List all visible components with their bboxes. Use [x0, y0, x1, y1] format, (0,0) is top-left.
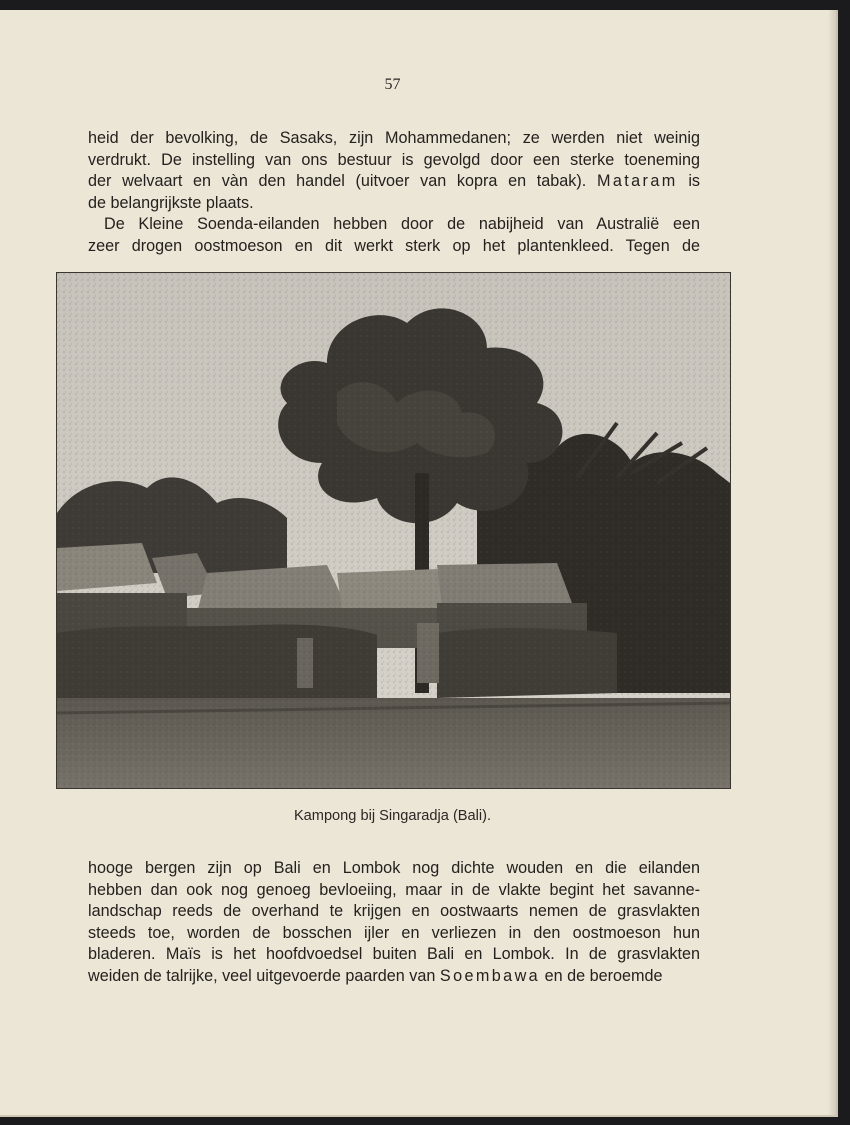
paragraph-top [88, 128, 700, 257]
text-line: bladeren. Maïs is het hoofdvoedsel buiten Bali en Lombok. In de grasvlakten [88, 945, 700, 963]
text-line: verdrukt. De instelling van ons bestuur is gevolgd door een sterke toeneming [88, 150, 700, 169]
text-line: De Kleine Soenda-eilanden hebben door de nabijheid van Australië een [104, 215, 700, 233]
text-line: de belangrijkste plaats. [88, 193, 254, 212]
text-segment: is [688, 172, 701, 190]
text-line: heid der bevolking, de Sasaks, zijn Mohammedanen; ze werden niet weinig [88, 129, 700, 147]
place-name-soembawa: Soembawa [439, 966, 541, 985]
page-number: 57 [384, 76, 401, 93]
place-name-mataram: Mataram [596, 172, 678, 190]
text-line: hebben dan ook nog genoeg bevloeiing, maar in de vlakte begint het savanne- [88, 880, 700, 899]
text-line [88, 966, 700, 988]
text-line: landschap reeds de overhand te krijgen en oostwaarts nemen de grasvlakten [88, 902, 700, 920]
figure-caption: Kampong bij Singaradja (Bali). [293, 808, 492, 824]
text-line [88, 171, 700, 193]
text-segment: en de beroemde [544, 966, 663, 985]
text-line: steeds toe, worden de bosschen ijler en verliezen in den oostmoeson hun [88, 923, 700, 942]
village-photo [56, 272, 731, 789]
text-line: hooge bergen zijn op Bali en Lombok nog dichte wouden en die eilanden [88, 859, 700, 877]
village-photo-graphic [57, 273, 730, 788]
text-line: zeer drogen oostmoeson en dit werkt sterk op het plantenkleed. Tegen de [88, 236, 700, 255]
text-segment: weiden de talrijke, veel uitgevoerde paarden van [88, 966, 436, 985]
text-segment: der welvaart en vàn den handel (uitvoer van kopra en tabak). [88, 172, 587, 190]
paragraph-bottom [88, 858, 700, 987]
book-page [0, 10, 838, 1117]
